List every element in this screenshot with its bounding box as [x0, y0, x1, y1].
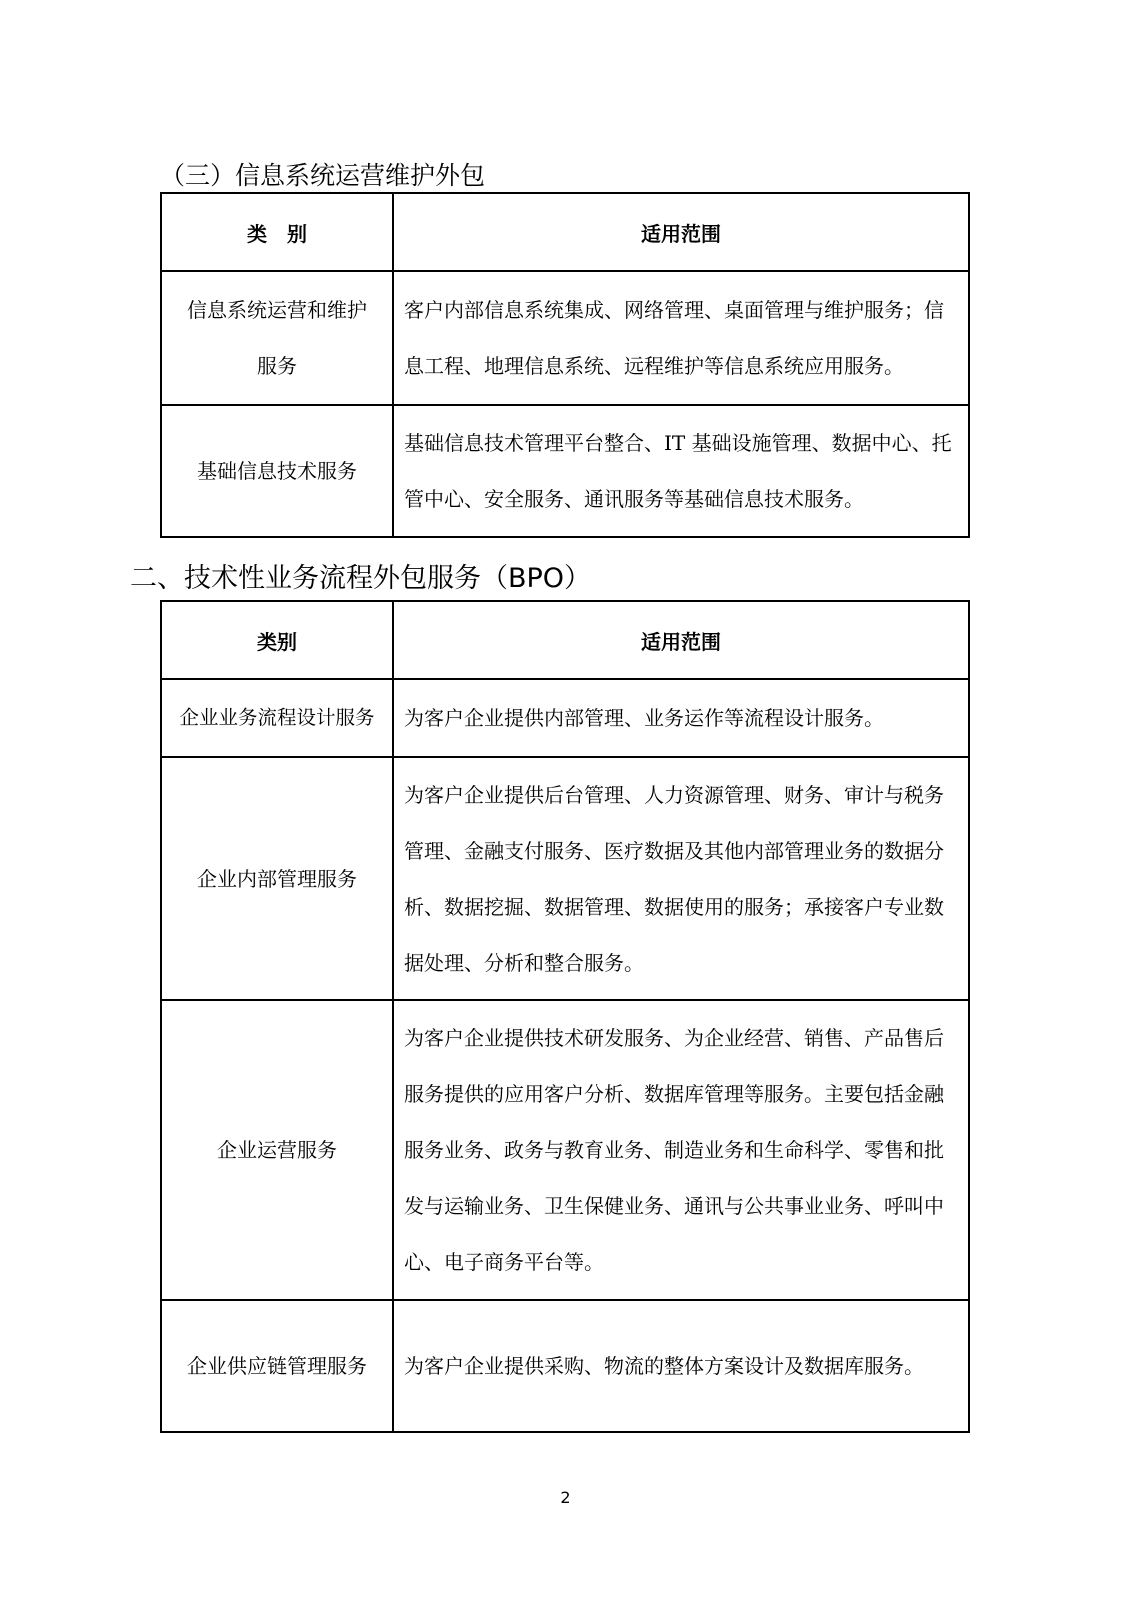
table-row [161, 757, 969, 1000]
row-scope: 为客户企业提供技术研发服务、为企业经营、销售、产品售后服务提供的应用客户分析、数据库管理等服务。主要包括金融服务业务、政务与教育业务、制造业务和生命科学、零售和批发与运输业务、卫生保健业务、通讯与公共事业业务、呼叫中心、电子商务平台等。 [393, 1000, 969, 1300]
header-scope: 适用范围 [393, 601, 969, 679]
header-scope: 适用范围 [393, 193, 969, 271]
header-category: 类 别 [161, 193, 393, 271]
row-category: 企业内部管理服务 [161, 757, 393, 1000]
section-title-bpo: 二、技术性业务流程外包服务（BPO） [130, 563, 592, 594]
row-scope: 为客户企业提供采购、物流的整体方案设计及数据库服务。 [393, 1300, 969, 1432]
table-header-row [161, 193, 969, 271]
row-category: 企业业务流程设计服务 [161, 679, 393, 757]
row-scope: 基础信息技术管理平台整合、IT 基础设施管理、数据中心、托管中心、安全服务、通讯服务等基础信息技术服务。 [393, 405, 969, 537]
row-category: 企业运营服务 [161, 1000, 393, 1300]
table-header-row [161, 601, 969, 679]
bpo-table [160, 600, 970, 1433]
page-number: 2 [560, 1488, 571, 1507]
row-category: 信息系统运营和维护服务 [161, 271, 393, 405]
table-row [161, 679, 969, 757]
table-row [161, 405, 969, 537]
row-scope: 客户内部信息系统集成、网络管理、桌面管理与维护服务；信息工程、地理信息系统、远程维护等信息系统应用服务。 [393, 271, 969, 405]
row-category: 企业供应链管理服务 [161, 1300, 393, 1432]
section-title-ops-maintenance: （三）信息系统运营维护外包 [160, 161, 486, 190]
row-scope: 为客户企业提供内部管理、业务运作等流程设计服务。 [393, 679, 969, 757]
table-row [161, 271, 969, 405]
row-category: 基础信息技术服务 [161, 405, 393, 537]
table-row [161, 1000, 969, 1300]
row-scope: 为客户企业提供后台管理、人力资源管理、财务、审计与税务管理、金融支付服务、医疗数据及其他内部管理业务的数据分析、数据挖掘、数据管理、数据使用的服务；承接客户专业数据处理、分析和整合服务。 [393, 757, 969, 1000]
table-row [161, 1300, 969, 1432]
header-category: 类别 [161, 601, 393, 679]
ops-maintenance-table [160, 192, 970, 538]
